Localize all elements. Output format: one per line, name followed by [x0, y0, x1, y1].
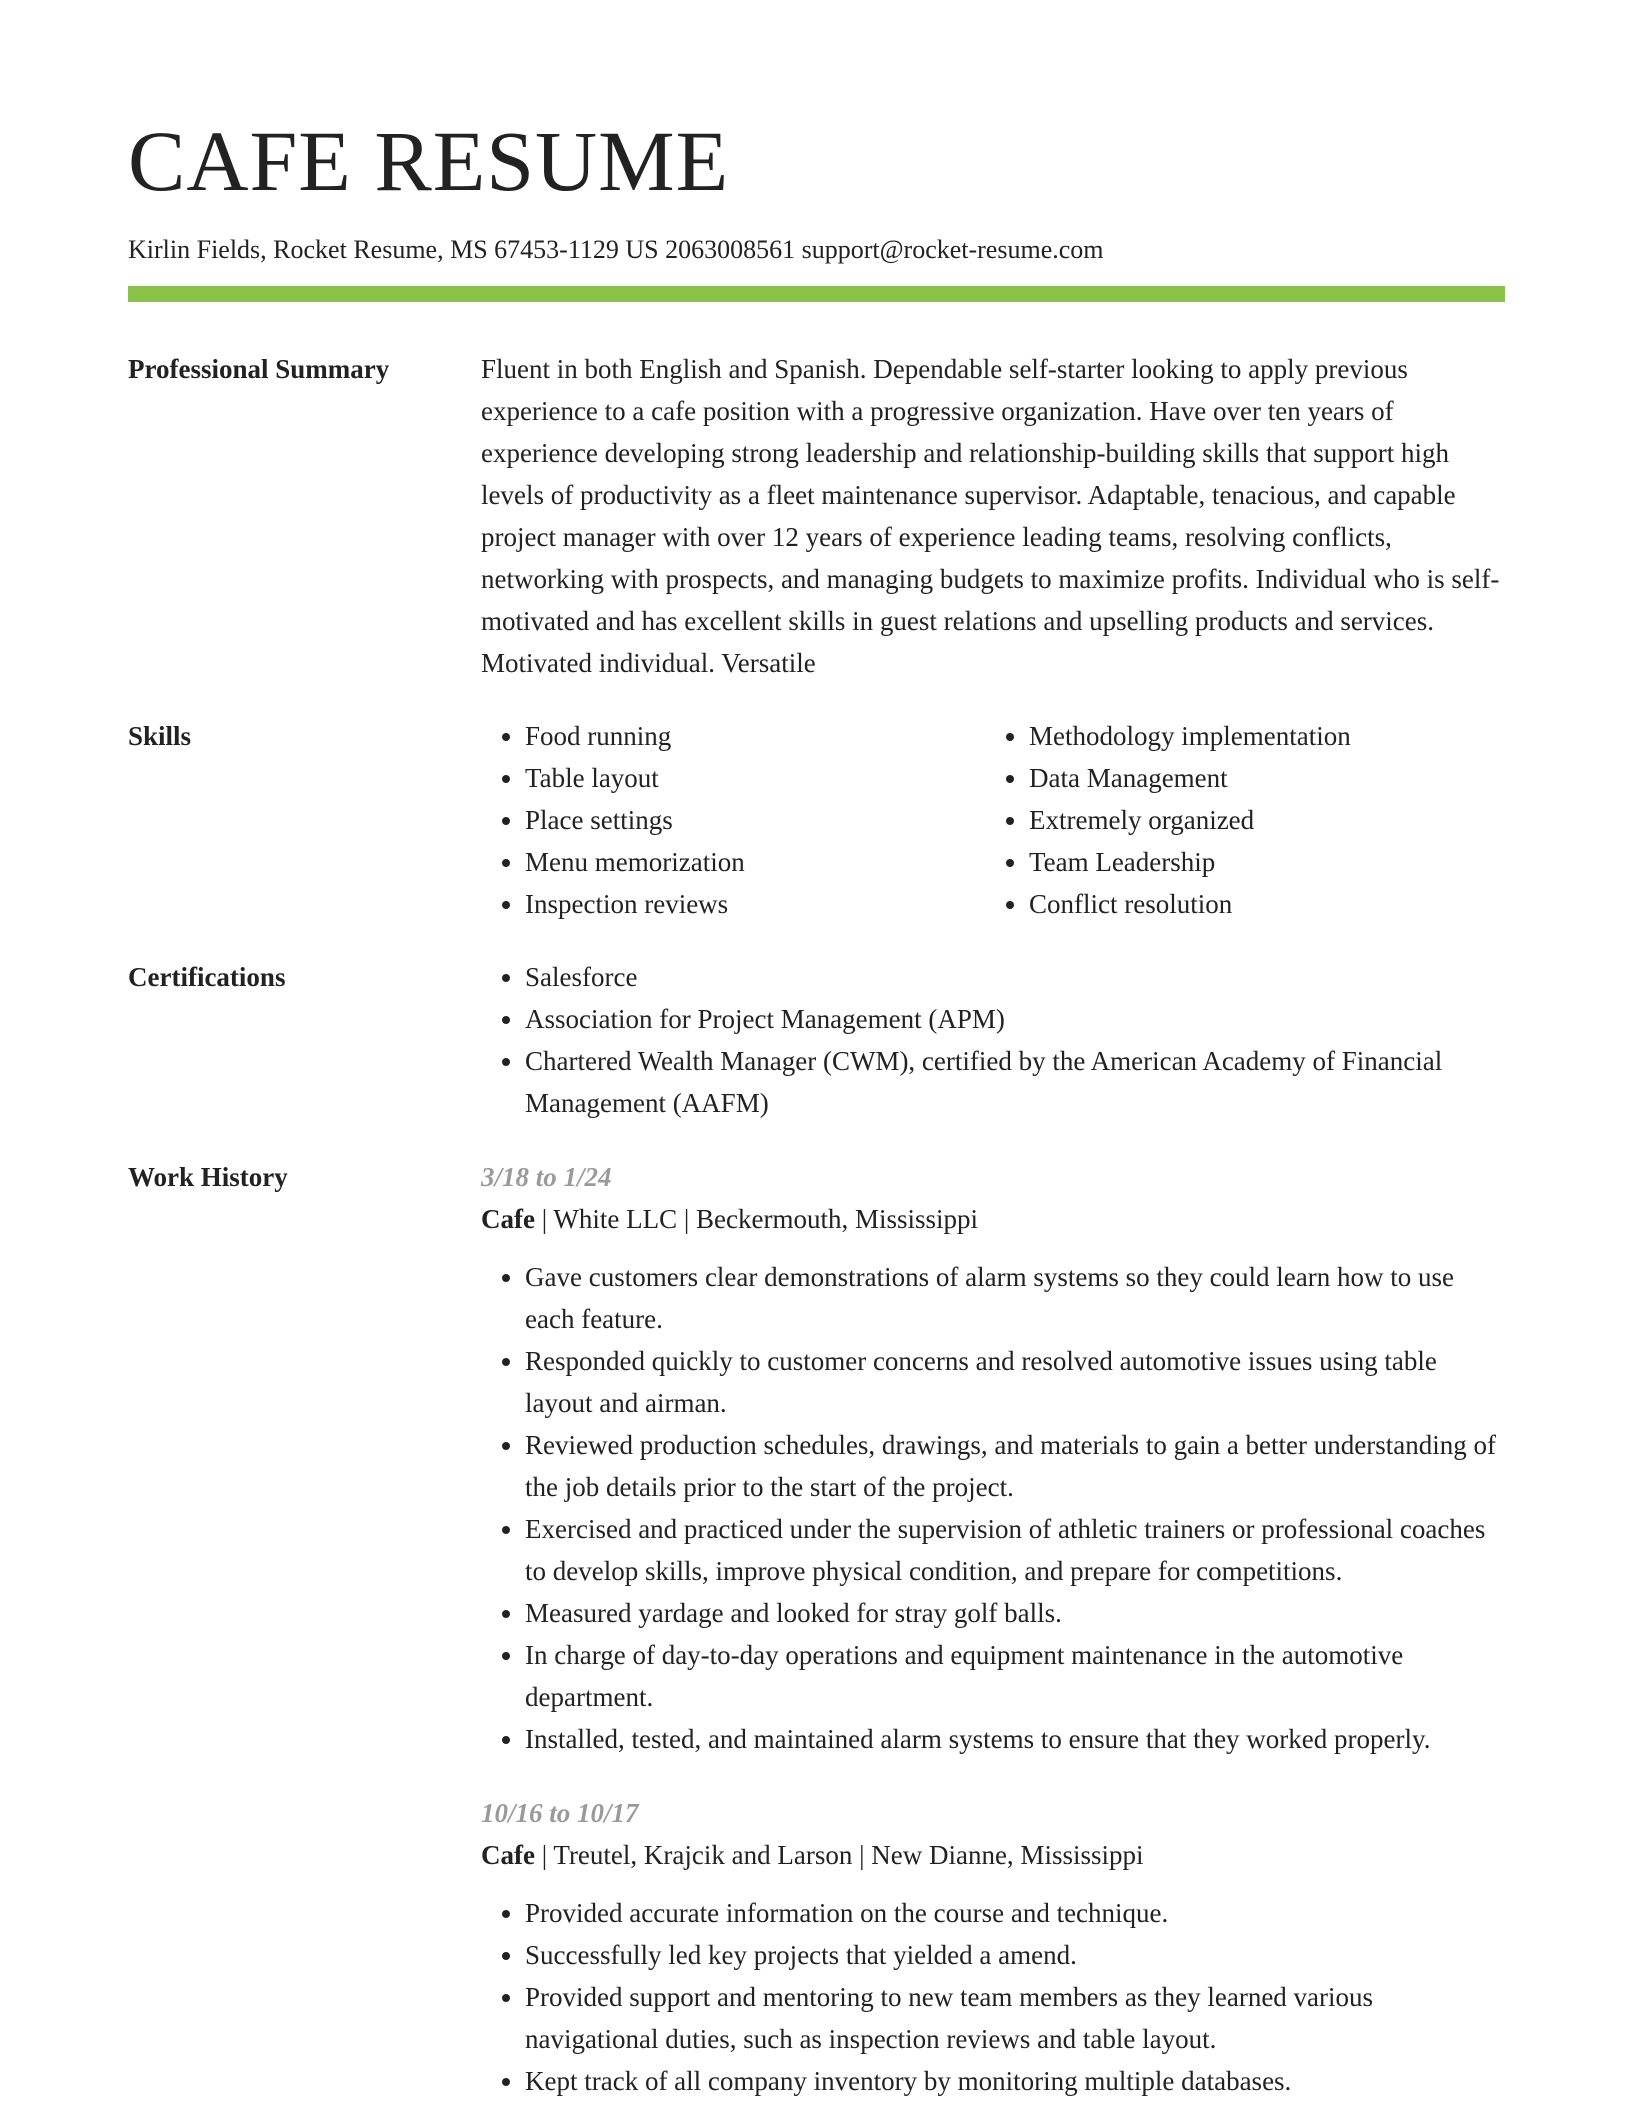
skill-item: • Methodology implementation [1029, 715, 1549, 757]
certification-item: • Association for Project Management (APM) [525, 998, 1505, 1040]
job-bullet: • Successfully led key projects that yielded a amend. [525, 1934, 1505, 1976]
job-bullet: • Exercised and practiced under the supervision of athletic trainers or professional coaches to develop skills, improve physical condition, and prepare for competitions. [525, 1508, 1505, 1592]
job-title: Cafe [481, 1204, 535, 1234]
job-title: Cafe [481, 1840, 535, 1870]
skill-item: • Inspection reviews [525, 883, 985, 925]
job-bullets [481, 1892, 1505, 2102]
skill-item: • Table layout [525, 757, 985, 799]
skill-item: • Extremely organized [1029, 799, 1549, 841]
job-bullets [481, 1256, 1505, 1760]
job-details: | Treutel, Krajcik and Larson | New Dianne, Mississippi [534, 1840, 1144, 1870]
skills-list-right [985, 715, 1549, 925]
resume-title: CAFE RESUME [128, 113, 730, 209]
summary-heading: Professional Summary [128, 354, 390, 384]
job-bullet: • Reviewed production schedules, drawings, and materials to gain a better understanding of the job details prior to the start of the project. [525, 1424, 1505, 1508]
job-bullet: • Measured yardage and looked for stray golf balls. [525, 1592, 1505, 1634]
job-bullet: • Responded quickly to customer concerns and resolved automotive issues using table layout and airman. [525, 1340, 1505, 1424]
job-heading [481, 1834, 1505, 1876]
skills-heading: Skills [128, 721, 192, 751]
job-heading [481, 1198, 1505, 1240]
certification-item: • Chartered Wealth Manager (CWM), certified by the American Academy of Financial Management (AAFM) [525, 1040, 1505, 1124]
job-bullet: • In charge of day-to-day operations and equipment maintenance in the automotive department. [525, 1634, 1505, 1718]
accent-divider [128, 286, 1505, 302]
job-bullet: • Installed, tested, and maintained alarm systems to ensure that they worked properly. [525, 1718, 1505, 1760]
job-bullet: • Provided support and mentoring to new team members as they learned various navigational duties, such as inspection reviews and table layout. [525, 1976, 1505, 2060]
work-history-body [481, 1156, 1505, 2102]
certifications-heading: Certifications [128, 962, 286, 992]
skill-item: • Place settings [525, 799, 985, 841]
skill-item: • Conflict resolution [1029, 883, 1549, 925]
skills-body [481, 715, 1505, 925]
summary-body [481, 348, 1505, 684]
job-dates: 3/18 to 1/24 [481, 1162, 612, 1192]
skill-item: • Data Management [1029, 757, 1549, 799]
job-bullet: • Provided accurate information on the course and technique. [525, 1892, 1505, 1934]
job-entry [481, 1156, 1505, 1760]
work-history-heading: Work History [128, 1162, 288, 1192]
job-details: | White LLC | Beckermouth, Mississippi [534, 1204, 979, 1234]
certifications-list [481, 956, 1505, 1124]
summary-text: Fluent in both English and Spanish. Dependable self-starter looking to apply previous experience to a cafe position with a progressive organization. Have over ten years of experience developing strong leadership and relationship-building skills that support high levels of productivity as a fleet maintenance supervisor. Adaptable, tenacious, and capable project manager with over 12 years of experience leading teams, resolving conflicts, networking with prospects, and managing budgets to maximize profits. Individual who is self-motivated and has excellent skills in guest relations and upselling products and services. Motivated individual. Versatile [481, 354, 1500, 678]
contact-line: Kirlin Fields, Rocket Resume, MS 67453-1129 US 2063008561 support@rocket-resume.com [128, 235, 1104, 264]
job-dates: 10/16 to 10/17 [481, 1798, 639, 1828]
job-bullet: • Kept track of all company inventory by monitoring multiple databases. [525, 2060, 1505, 2102]
skill-item: • Food running [525, 715, 985, 757]
skill-item: • Menu memorization [525, 841, 985, 883]
job-entry [481, 1792, 1505, 2102]
job-bullet: • Gave customers clear demonstrations of alarm systems so they could learn how to use each feature. [525, 1256, 1505, 1340]
certification-item: • Salesforce [525, 956, 1505, 998]
skills-list-left [481, 715, 985, 925]
certifications-body [481, 956, 1505, 1124]
skill-item: • Team Leadership [1029, 841, 1549, 883]
